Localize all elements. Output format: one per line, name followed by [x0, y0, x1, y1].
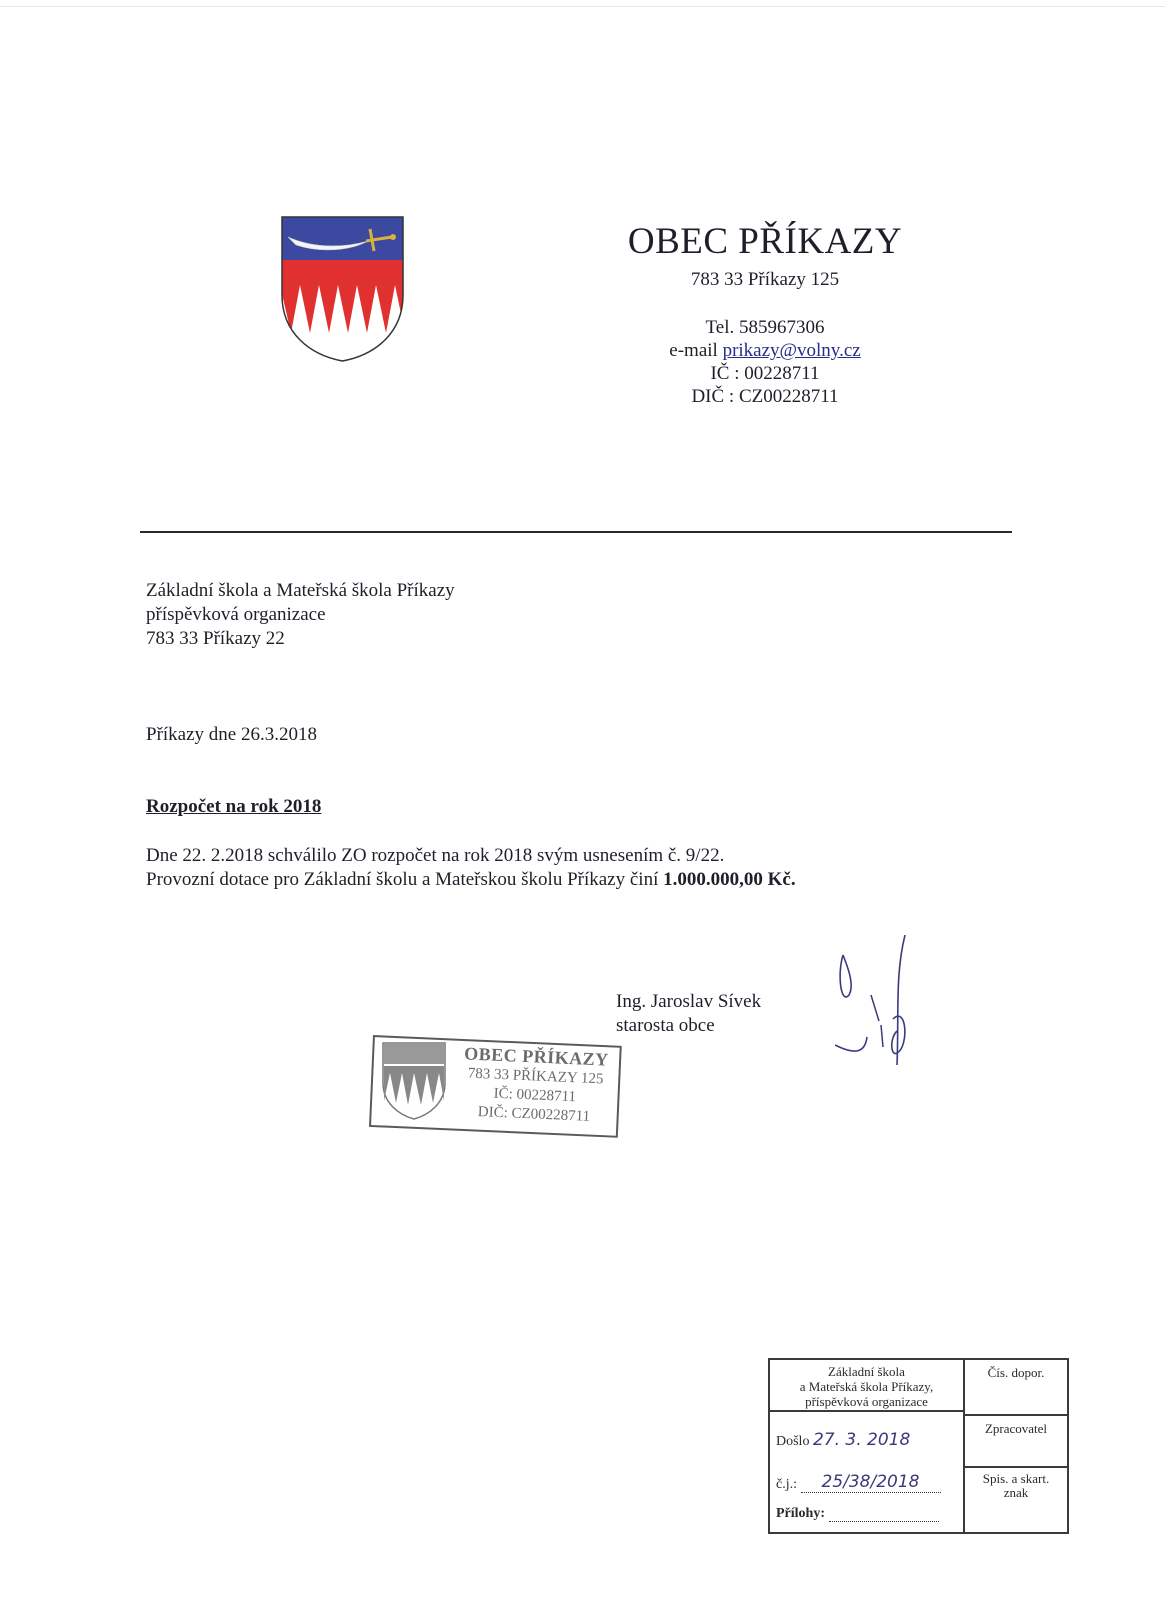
registry-school-line-1: Základní škola [828, 1364, 905, 1379]
filing-code-line-1: Spis. a skart. [982, 1471, 1050, 1486]
processor-cell: Zpracovatel [965, 1416, 1067, 1468]
email-line [560, 339, 970, 362]
registry-school-line-3: příspěvková organizace [805, 1394, 928, 1409]
reference-label: č.j.: [776, 1477, 797, 1492]
registry-left-column [770, 1360, 965, 1532]
recipient-line-2: příspěvková organizace [146, 604, 326, 625]
registry-school-line-2: a Mateřská škola Příkazy, [799, 1379, 934, 1394]
email-link[interactable]: prikazy@volny.cz [722, 340, 861, 361]
body-line-1: Dne 22. 2.2018 schválilo ZO rozpočet na rok 2018 svým usnesením č. 9/22. [146, 845, 725, 866]
stamp-text [453, 1043, 618, 1128]
letter-body [146, 844, 796, 892]
stamp-line-1: OBEC PŘÍKAZY [463, 1043, 610, 1070]
subsidy-amount: 1.000.000,00 Kč. [663, 869, 796, 890]
phone-number: Tel. 585967306 [705, 317, 825, 338]
recommendation-cell: Čís. dopor. [965, 1360, 1067, 1416]
attachments-row [776, 1506, 939, 1522]
letter-subject: Rozpočet na rok 2018 [146, 796, 322, 817]
signer-role: starosta obce [616, 1015, 715, 1036]
received-date: 27. 3. 2018 [812, 1430, 911, 1450]
ic-number: IČ : 00228711 [710, 363, 820, 384]
received-label: Došlo [776, 1434, 810, 1449]
body-line-2-text: Provozní dotace pro Základní školu a Mateřskou školu Příkazy činí [146, 869, 664, 890]
received-row [776, 1430, 910, 1450]
attachments-blank [829, 1507, 939, 1522]
registry-stamp [768, 1358, 1069, 1534]
official-stamp [373, 1035, 623, 1148]
stamp-line-3: IČ: 00228711 [493, 1085, 577, 1106]
attachments-label: Přílohy: [776, 1506, 825, 1521]
header-divider [140, 531, 1012, 533]
stamp-line-2: 783 33 PŘÍKAZY 125 [467, 1065, 604, 1088]
reference-number: 25/38/2018 [801, 1472, 941, 1493]
reference-row [776, 1472, 941, 1493]
handwritten-signature [835, 935, 935, 1085]
body-line-2 [146, 868, 796, 892]
scan-top-edge [0, 6, 1165, 7]
recipient-line-3: 783 33 Příkazy 22 [146, 628, 285, 649]
registry-right-column [965, 1360, 1067, 1532]
coat-of-arms-icon [280, 215, 405, 363]
filing-code-cell [965, 1468, 1067, 1532]
letterhead [560, 220, 970, 408]
municipality-title: OBEC PŘÍKAZY [627, 221, 903, 262]
filing-code-line-2: znak [1003, 1485, 1029, 1500]
registry-school [770, 1360, 963, 1412]
dic-number: DIČ : CZ00228711 [691, 386, 839, 407]
email-label: e-mail [669, 340, 723, 361]
stamp-line-4: DIČ: CZ00228711 [477, 1104, 591, 1125]
signer-block [616, 990, 761, 1038]
letter-date: Příkazy dne 26.3.2018 [146, 724, 317, 745]
stamp-crest-icon [381, 1041, 447, 1121]
recipient-line-1: Základní škola a Mateřská škola Příkazy [146, 580, 455, 601]
recipient-address [146, 579, 455, 651]
signer-name: Ing. Jaroslav Sívek [616, 991, 762, 1012]
municipality-address: 783 33 Příkazy 125 [690, 269, 840, 290]
